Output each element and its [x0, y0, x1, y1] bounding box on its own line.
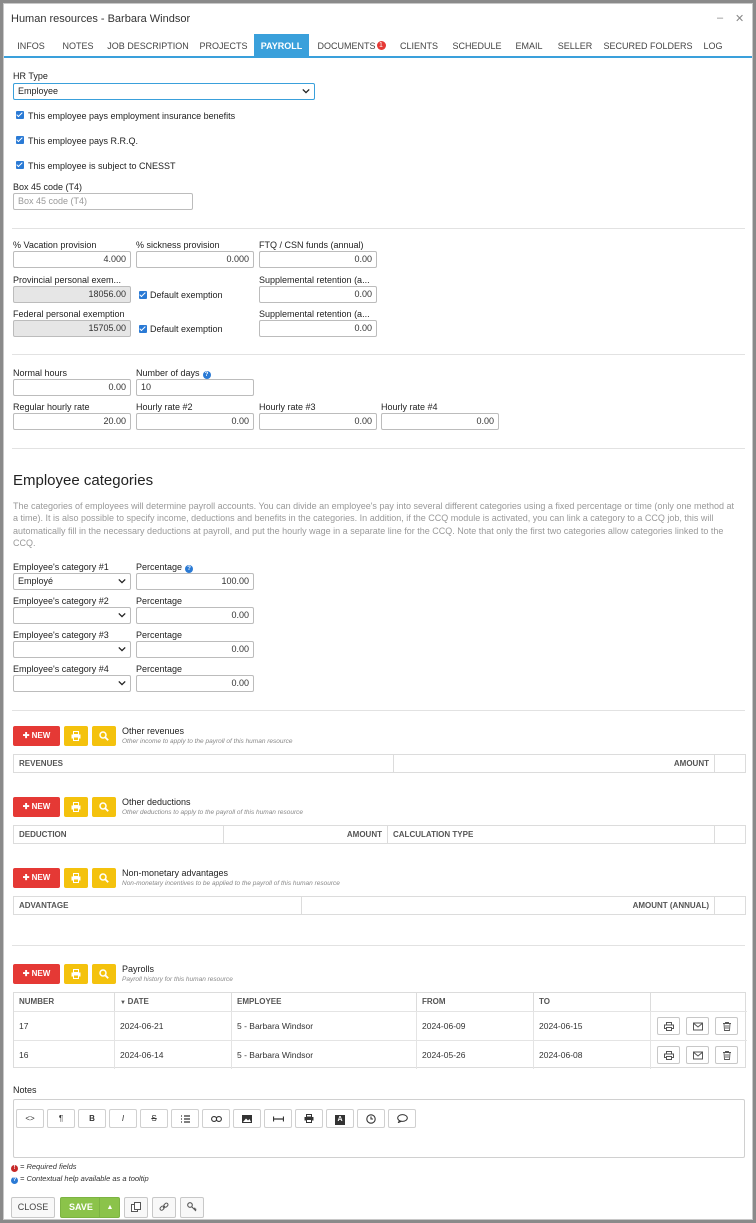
- key-button[interactable]: [180, 1197, 204, 1218]
- key-icon: [187, 1202, 197, 1212]
- number-of-days-label: [136, 368, 211, 379]
- revenues-table: [13, 754, 746, 773]
- time-button[interactable]: [357, 1109, 385, 1128]
- federal-exemption-input[interactable]: 15705.00: [13, 320, 131, 337]
- percentage-4-label: Percentage: [136, 664, 183, 674]
- chevron-down-icon: [118, 611, 126, 619]
- new-label: NEW: [31, 969, 51, 978]
- federal-exemption-label: Federal personal exemption: [13, 309, 125, 319]
- print-deduction-button[interactable]: [64, 797, 88, 817]
- category-2-label: Employee's category #2: [13, 596, 109, 606]
- strikethrough-button[interactable]: S: [140, 1109, 168, 1128]
- rate3-label: Hourly rate #3: [259, 402, 316, 412]
- provincial-exemption-label: Provincial personal exem...: [13, 275, 122, 285]
- provincial-default-checkbox[interactable]: [139, 291, 147, 299]
- close-button[interactable]: CLOSE: [11, 1197, 55, 1218]
- print-icon: [71, 802, 81, 812]
- percentage-2-label: Percentage: [136, 596, 183, 606]
- deductions-title: Other deductions: [122, 797, 191, 807]
- rate3-input[interactable]: 0.00: [259, 413, 377, 430]
- save-button-group: [60, 1197, 120, 1218]
- category-3-label: Employee's category #3: [13, 630, 109, 640]
- divider: [12, 945, 745, 946]
- percentage-2-input[interactable]: 0.00: [136, 607, 254, 624]
- print-notes-button[interactable]: [295, 1109, 323, 1128]
- delete-row-button[interactable]: [715, 1046, 738, 1064]
- number-of-days-text: Number of days: [136, 368, 200, 378]
- chevron-down-icon: [118, 679, 126, 687]
- hr-type-label: HR Type: [13, 71, 48, 81]
- divider: [12, 228, 745, 229]
- new-deduction-button[interactable]: ✚ NEW: [13, 797, 60, 817]
- delete-row-button[interactable]: [715, 1017, 738, 1035]
- revenues-subtitle: Other income to apply to the payroll of this human resource: [122, 738, 293, 745]
- percentage-3-input[interactable]: 0.00: [136, 641, 254, 658]
- clock-icon: [366, 1114, 376, 1124]
- number-of-days-input[interactable]: 10: [136, 379, 254, 396]
- link-icon: [211, 1116, 222, 1122]
- category-4-select[interactable]: [13, 675, 131, 692]
- duplicate-button[interactable]: [124, 1197, 148, 1218]
- print-advantage-button[interactable]: [64, 868, 88, 888]
- help-icon[interactable]: ?: [185, 565, 193, 573]
- box45-input[interactable]: Box 45 code (T4): [13, 193, 193, 210]
- required-legend: [11, 1162, 77, 1172]
- print-icon: [71, 969, 81, 979]
- close-icon[interactable]: ✕: [735, 13, 745, 25]
- sort-desc-icon: ▼: [120, 1000, 128, 1006]
- box45-label: Box 45 code (T4): [13, 182, 83, 192]
- required-icon: !: [11, 1165, 18, 1172]
- help-icon[interactable]: ?: [203, 371, 211, 379]
- percentage-1-label: [136, 562, 193, 573]
- divider: [12, 354, 745, 355]
- search-revenue-button[interactable]: [92, 726, 116, 746]
- sickness-input[interactable]: 0.000: [136, 251, 254, 268]
- category-1-label: Employee's category #1: [13, 562, 109, 572]
- search-icon: [99, 802, 109, 812]
- chevron-down-icon: [118, 577, 126, 585]
- cell-date[interactable]: 2024-06-21: [115, 1012, 232, 1040]
- documents-badge: 1: [377, 41, 386, 50]
- new-label: NEW: [31, 873, 51, 882]
- percentage-1-input[interactable]: 100.00: [136, 573, 254, 590]
- column-header[interactable]: REVENUES: [14, 755, 394, 773]
- tab-job-description[interactable]: JOB DESCRIPTION: [107, 41, 189, 51]
- copy-icon: [131, 1202, 141, 1212]
- notes-label: Notes: [13, 1085, 37, 1095]
- category-3-select[interactable]: [13, 641, 131, 658]
- cell-date[interactable]: 2024-06-14: [115, 1041, 232, 1069]
- column-header[interactable]: AMOUNT (ANNUAL): [302, 897, 715, 915]
- print-icon: [304, 1114, 314, 1123]
- divider: [12, 448, 745, 449]
- federal-default-label: Default exemption: [150, 324, 223, 334]
- print-revenue-button[interactable]: [64, 726, 88, 746]
- rate4-input[interactable]: 0.00: [381, 413, 499, 430]
- sickness-label: % sickness provision: [136, 240, 220, 250]
- tab-schedule[interactable]: SCHEDULE: [452, 41, 502, 51]
- category-2-select[interactable]: [13, 607, 131, 624]
- percentage-1-text: Percentage: [136, 562, 183, 572]
- link-icon: [159, 1202, 169, 1212]
- comment-button[interactable]: [388, 1109, 416, 1128]
- tab-payroll[interactable]: PAYROLL: [254, 34, 309, 58]
- column-header-actions: [651, 993, 746, 1011]
- ftq-input[interactable]: 0.00: [259, 251, 377, 268]
- horizontal-rule-button[interactable]: [264, 1109, 292, 1128]
- supplemental-1-input[interactable]: 0.00: [259, 286, 377, 303]
- envelope-icon: [693, 1051, 703, 1060]
- normal-hours-input[interactable]: 0.00: [13, 379, 131, 396]
- search-deduction-button[interactable]: [92, 797, 116, 817]
- font-color-button[interactable]: [326, 1109, 354, 1128]
- new-label: NEW: [31, 802, 51, 811]
- column-header[interactable]: DEDUCTION: [14, 826, 224, 844]
- rate4-label: Hourly rate #4: [381, 402, 438, 412]
- insurance-checkbox[interactable]: [16, 111, 24, 119]
- divider: [12, 710, 745, 711]
- payrolls-title: Payrolls: [122, 964, 155, 974]
- image-button[interactable]: [233, 1109, 261, 1128]
- list-button[interactable]: [171, 1109, 199, 1128]
- search-icon: [99, 969, 109, 979]
- email-row-button[interactable]: [686, 1017, 709, 1035]
- save-button[interactable]: SAVE: [69, 1202, 93, 1212]
- deductions-subtitle: Other deductions to apply to the payroll of this human resource: [122, 809, 304, 816]
- cell-employee[interactable]: 5 - Barbara Windsor: [232, 1041, 417, 1069]
- rrq-label: This employee pays R.R.Q.: [28, 136, 139, 146]
- rate2-input[interactable]: 0.00: [136, 413, 254, 430]
- font-color-icon: A: [335, 1115, 345, 1125]
- advantages-table: [13, 896, 746, 915]
- provincial-default-label: Default exemption: [150, 290, 223, 300]
- print-row-button[interactable]: [657, 1046, 680, 1064]
- title-bar: [4, 4, 753, 31]
- categories-description: The categories of employees will determine payroll accounts. You can divide an employee's pay into several different categories using a fixed percentage or time (only one method at a time). It is also possible to specify income, deductions and benefits in the categories. In addition, if the CCQ module is activated, you can link a category to a CCQ job, this will automatically fill in the necessary deductions at payroll, and put the hourly wage in a separate line for the CCQ. Note that only the first two categories allow categories linked to the CCQ.: [13, 501, 734, 548]
- supplemental-1-label: Supplemental retention (a...: [259, 275, 370, 285]
- tab-infos[interactable]: INFOS: [17, 41, 45, 51]
- italic-button[interactable]: I: [109, 1109, 137, 1128]
- cell-from[interactable]: 2024-06-09: [417, 1012, 534, 1040]
- federal-default-checkbox[interactable]: [139, 325, 147, 333]
- trash-icon: [722, 1051, 732, 1060]
- tab-secured-folders[interactable]: SECURED FOLDERS: [603, 41, 693, 51]
- help-legend: [11, 1174, 149, 1184]
- column-header-employee[interactable]: EMPLOYEE: [232, 993, 417, 1011]
- print-icon: [664, 1022, 674, 1031]
- regular-rate-input[interactable]: 20.00: [13, 413, 131, 430]
- help-icon: ?: [12, 1177, 17, 1183]
- cell-number[interactable]: 17: [14, 1012, 115, 1040]
- cell-from[interactable]: 2024-05-26: [417, 1041, 534, 1069]
- image-icon: [242, 1115, 252, 1123]
- category-4-label: Employee's category #4: [13, 664, 109, 674]
- new-revenue-button[interactable]: ✚ NEW: [13, 726, 60, 746]
- percentage-3-label: Percentage: [136, 630, 183, 640]
- rrq-checkbox[interactable]: [16, 136, 24, 144]
- provincial-exemption-input[interactable]: 18056.00: [13, 286, 131, 303]
- tab-clients[interactable]: CLIENTS: [399, 41, 438, 51]
- required-legend-text: = Required fields: [20, 1162, 77, 1171]
- revenues-title: Other revenues: [122, 726, 185, 736]
- chevron-down-icon: [118, 645, 126, 653]
- new-payroll-button[interactable]: ✚ NEW: [13, 964, 60, 984]
- tab-projects[interactable]: PROJECTS: [199, 41, 248, 51]
- payrolls-table: [13, 992, 746, 1068]
- hr-type-value: Employee: [18, 86, 59, 96]
- link-button[interactable]: [202, 1109, 230, 1128]
- column-header[interactable]: CALCULATION TYPE: [388, 826, 715, 844]
- column-header-to[interactable]: TO: [534, 993, 651, 1011]
- cell-number[interactable]: 16: [14, 1041, 115, 1069]
- cell-to[interactable]: 2024-06-08: [534, 1041, 651, 1069]
- date-header-text: DATE: [127, 997, 149, 1006]
- tab-notes[interactable]: NOTES: [62, 41, 94, 51]
- hr-type-select[interactable]: [13, 83, 315, 100]
- minimize-icon[interactable]: –: [717, 12, 724, 24]
- envelope-icon: [693, 1022, 703, 1031]
- print-icon: [71, 731, 81, 741]
- column-header[interactable]: AMOUNT: [224, 826, 388, 844]
- vacation-input[interactable]: 4.000: [13, 251, 131, 268]
- print-icon: [664, 1051, 674, 1060]
- advantages-subtitle: Non-monetary incentives to be applied to the payroll of this human resource: [122, 880, 340, 887]
- tab-log[interactable]: LOG: [703, 41, 723, 51]
- search-payroll-button[interactable]: [92, 964, 116, 984]
- category-1-select[interactable]: [13, 573, 131, 590]
- percentage-4-input[interactable]: 0.00: [136, 675, 254, 692]
- hr-window: [3, 3, 753, 1220]
- code-view-button[interactable]: <>: [16, 1109, 44, 1128]
- cnesst-checkbox[interactable]: [16, 161, 24, 169]
- tab-seller[interactable]: SELLER: [557, 41, 593, 51]
- comment-icon: [397, 1114, 408, 1123]
- email-row-button[interactable]: [686, 1046, 709, 1064]
- tab-email[interactable]: EMAIL: [515, 41, 543, 51]
- chevron-down-icon: [302, 87, 310, 95]
- cell-to[interactable]: 2024-06-15: [534, 1012, 651, 1040]
- insurance-label: This employee pays employment insurance benefits: [28, 111, 236, 121]
- list-icon: [181, 1115, 190, 1123]
- new-advantage-button[interactable]: ✚ NEW: [13, 868, 60, 888]
- tab-documents[interactable]: [314, 34, 389, 58]
- search-advantage-button[interactable]: [92, 868, 116, 888]
- notes-editor[interactable]: [13, 1099, 745, 1158]
- regular-rate-label: Regular hourly rate: [13, 402, 90, 412]
- supplemental-2-input[interactable]: 0.00: [259, 320, 377, 337]
- categories-title: Employee categories: [13, 472, 154, 489]
- deductions-table: [13, 825, 746, 844]
- horizontal-rule-icon: [273, 1116, 284, 1122]
- tab-bar: [4, 34, 753, 58]
- tab-documents-label: DOCUMENTS: [317, 41, 376, 51]
- supplemental-2-label: Supplemental retention (a...: [259, 309, 370, 319]
- column-header[interactable]: ADVANTAGE: [14, 897, 302, 915]
- rate2-label: Hourly rate #2: [136, 402, 193, 412]
- print-icon: [71, 873, 81, 883]
- bold-button[interactable]: B: [78, 1109, 106, 1128]
- print-payroll-button[interactable]: [64, 964, 88, 984]
- cell-employee[interactable]: 5 - Barbara Windsor: [232, 1012, 417, 1040]
- payrolls-subtitle: Payroll history for this human resource: [122, 976, 233, 983]
- normal-hours-label: Normal hours: [13, 368, 68, 378]
- paragraph-button[interactable]: ¶: [47, 1109, 75, 1128]
- search-icon: [99, 873, 109, 883]
- column-header-date[interactable]: [115, 993, 232, 1011]
- search-icon: [99, 731, 109, 741]
- window-title: Human resources - Barbara Windsor: [11, 13, 191, 25]
- ftq-label: FTQ / CSN funds (annual): [259, 240, 364, 250]
- new-label: NEW: [31, 731, 51, 740]
- vacation-label: % Vacation provision: [13, 240, 97, 250]
- advantages-title: Non-monetary advantages: [122, 868, 229, 878]
- cnesst-label: This employee is subject to CNESST: [28, 161, 176, 171]
- print-row-button[interactable]: [657, 1017, 680, 1035]
- help-legend-text: = Contextual help available as a tooltip: [20, 1174, 149, 1183]
- column-header-number[interactable]: NUMBER: [14, 993, 115, 1011]
- category-1-value: Employé: [18, 576, 54, 586]
- column-header-from[interactable]: FROM: [417, 993, 534, 1011]
- save-options-caret-icon[interactable]: ▲: [99, 1198, 120, 1217]
- column-header[interactable]: AMOUNT: [394, 755, 715, 773]
- trash-icon: [722, 1022, 732, 1031]
- link-record-button[interactable]: [152, 1197, 176, 1218]
